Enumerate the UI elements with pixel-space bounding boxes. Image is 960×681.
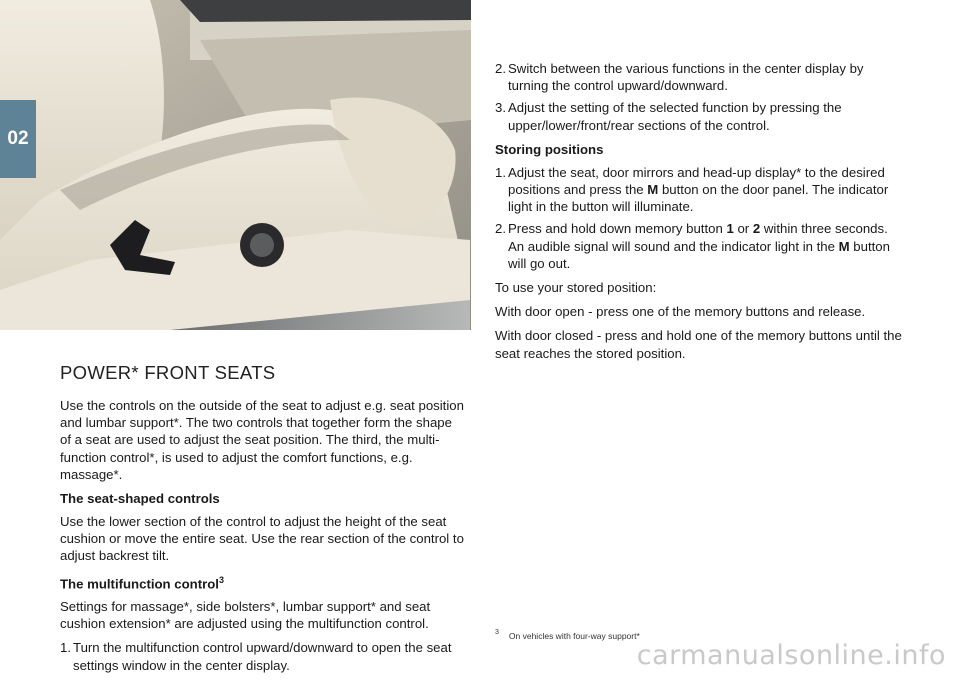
list-item bbox=[60, 639, 464, 673]
list-item bbox=[495, 164, 905, 216]
door-closed-text: With door closed - press and hold one of the memory buttons until the seat reaches the stored position. bbox=[495, 328, 902, 361]
multifunction-steps-continued bbox=[495, 60, 905, 134]
step-text: Adjust the setting of the selected function by pressing the upper/lower/front/rear sections of the control. bbox=[508, 100, 842, 133]
step-number: 2. bbox=[495, 221, 506, 237]
footnote bbox=[495, 631, 640, 641]
page-title: POWER* FRONT SEATS bbox=[60, 362, 276, 383]
footnote-text: On vehicles with four-way support* bbox=[508, 631, 640, 641]
list-item bbox=[495, 60, 905, 94]
seat-photo bbox=[0, 0, 471, 330]
text-run: Press and hold down memory button bbox=[508, 221, 727, 237]
intro-paragraph: Use the controls on the outside of the seat to adjust e.g. seat position and lumbar support*. The two controls that together form the shape of a seat are used to adjust the seat position. The third, the multi-function control*, is used to adjust the comfort functions, e.g. massage*. bbox=[60, 398, 464, 482]
bold-run: M bbox=[647, 182, 659, 198]
step-text bbox=[508, 164, 905, 216]
step-number: 3. bbox=[495, 100, 506, 116]
chapter-tab[interactable] bbox=[0, 100, 36, 178]
multifunction-steps bbox=[60, 639, 464, 673]
bold-run: 1 bbox=[726, 221, 734, 237]
step-number: 1. bbox=[60, 640, 71, 656]
step-number: 2. bbox=[495, 61, 506, 76]
text-run: Adjust the seat, door mirrors and head-up display* to the desired positions and press the bbox=[508, 164, 885, 198]
step-text bbox=[508, 220, 905, 272]
use-intro: To use your stored position: bbox=[495, 280, 657, 296]
storing-steps bbox=[495, 164, 905, 272]
seat-controls-heading: The seat-shaped controls bbox=[60, 491, 220, 507]
footnote-number: 3 bbox=[495, 629, 499, 636]
footnote-ref[interactable]: 3 bbox=[218, 574, 224, 585]
seat-controls-text: Use the lower section of the control to adjust the height of the seat cushion or move the entire seat. Use the rear section of the control to adjust backrest tilt. bbox=[60, 514, 464, 564]
door-open-text: With door open - press one of the memory buttons and release. bbox=[495, 304, 866, 320]
multifunction-text: Settings for massage*, side bolsters*, lumbar support* and seat cushion extension* are adjusted using the multifunction control. bbox=[60, 599, 431, 632]
chapter-tab-label: 02 bbox=[7, 128, 29, 149]
step-text: Switch between the various functions in the center display by turning the control upward/downward. bbox=[508, 61, 864, 94]
text-run: button will go out. bbox=[508, 238, 890, 271]
storing-positions-heading: Storing positions bbox=[495, 141, 604, 157]
step-number: 1. bbox=[495, 164, 506, 180]
multifunction-heading-text: The multifunction control bbox=[60, 576, 219, 592]
watermark: carmanualsonline.info bbox=[636, 640, 946, 671]
right-column bbox=[495, 60, 905, 369]
text-run: or bbox=[733, 221, 753, 237]
text-run: within three seconds. An audible signal will sound and the indicator light in the bbox=[508, 221, 888, 254]
left-column bbox=[60, 362, 464, 681]
list-item bbox=[495, 99, 905, 133]
step-text: Turn the multifunction control upward/downward to open the seat settings window in the center display. bbox=[73, 640, 452, 673]
bold-run: 2 bbox=[752, 221, 761, 237]
text-run: button on the door panel. The indicator light in the button will illuminate. bbox=[508, 182, 889, 215]
multifunction-heading bbox=[60, 572, 464, 592]
bold-run: M bbox=[838, 238, 850, 254]
list-item bbox=[495, 220, 905, 272]
